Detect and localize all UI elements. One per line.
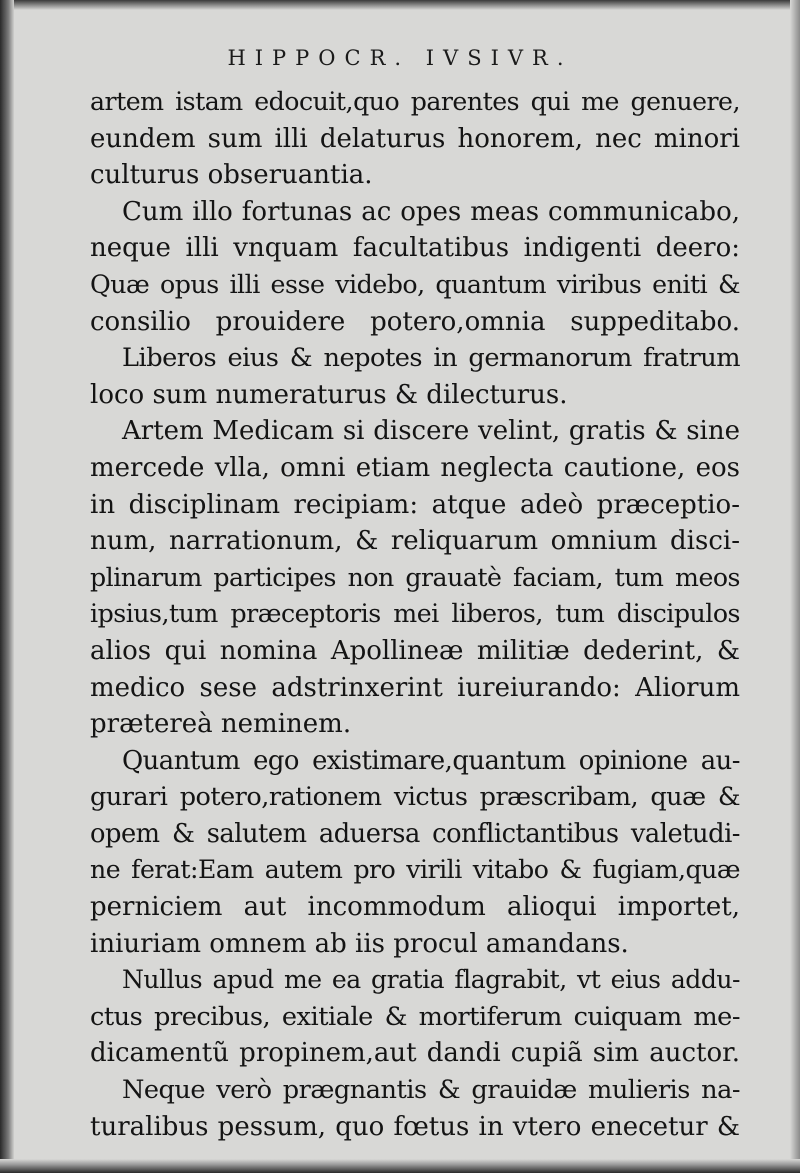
text-line: Nullus apud me ea gratia flagrabit, vt eius addu- <box>122 965 740 995</box>
paragraph-1 <box>90 84 740 194</box>
text-line: Cum illo fortunas ac opes meas communicabo, <box>122 196 740 227</box>
page-top-edge <box>0 0 800 10</box>
text-line: ipsius,tum præceptoris mei liberos, tum discipulos <box>90 599 740 629</box>
text-line: Artem Medicam si discere velint, gratis & sine <box>122 416 740 447</box>
page-bottom-edge <box>0 1159 800 1173</box>
text-line: prætereà neminem. <box>90 709 352 740</box>
paragraph-3 <box>90 340 740 413</box>
text-line: neque illi vnquam facultatibus indigenti deero: <box>90 233 740 264</box>
text-line: dicamentũ propinem,aut dandi cupiã sim auctor. <box>90 1038 740 1069</box>
body-text <box>90 84 740 1145</box>
text-line: perniciem aut incommodum alioqui importet, <box>90 892 740 923</box>
text-line: num, narrationum, & reliquarum omnium disci- <box>90 526 740 557</box>
paragraph-5 <box>90 743 740 963</box>
text-line: turalibus pessum, quo fœtus in vtero enecetur & <box>90 1111 740 1142</box>
running-head: HIPPOCR. IVSIVR. <box>227 46 573 70</box>
paragraph-4 <box>90 413 740 742</box>
text-line: consilio prouidere potero,omnia suppeditabo. <box>90 306 740 337</box>
paragraph-7 <box>90 1072 740 1145</box>
paragraph-6 <box>90 962 740 1072</box>
text-line: loco sum numeraturus & dilecturus. <box>90 379 568 410</box>
text-line: eundem sum illi delaturus honorem, nec minori <box>90 123 740 154</box>
text-line: opem & salutem aduersa conflictantibus valetudi- <box>90 818 740 849</box>
text-line: medico sese adstrinxerint iureiurando: Aliorum <box>90 672 740 703</box>
text-line: gurari potero,rationem victus præscribam, quæ & <box>90 782 740 813</box>
text-line: iniuriam omnem ab iis procul amandans. <box>90 928 629 959</box>
page-left-edge <box>0 0 14 1173</box>
paragraph-2 <box>90 194 740 340</box>
text-line: Quantum ego existimare,quantum opinione au- <box>122 745 740 776</box>
text-line: culturus obseruantia. <box>90 160 373 191</box>
text-line: Quæ opus illi esse videbo, quantum viribus eniti & <box>90 269 740 299</box>
text-line: mercede vlla, omni etiam neglecta cautione, eos <box>90 452 740 483</box>
text-line: in disciplinam recipiam: atque adeò præceptio- <box>90 489 740 520</box>
text-line: ctus precibus, exitiale & mortiferum cuiquam me- <box>90 1001 740 1032</box>
text-line: alios qui nomina Apollineæ militiæ dederint, & <box>90 635 740 666</box>
text-line: Neque verò prægnantis & grauidæ mulieris na- <box>122 1075 740 1106</box>
text-line: ne ferat:Eam autem pro virili vitabo & fugiam,quæ <box>90 855 740 885</box>
text-line: plinarum participes non grauatè faciam, tum meos <box>90 562 740 592</box>
text-line: artem istam edocuit,quo parentes qui me genuere, <box>90 87 740 116</box>
text-line: Liberos eius & nepotes in germanorum fratrum <box>122 343 740 374</box>
page-right-edge <box>790 0 800 1173</box>
